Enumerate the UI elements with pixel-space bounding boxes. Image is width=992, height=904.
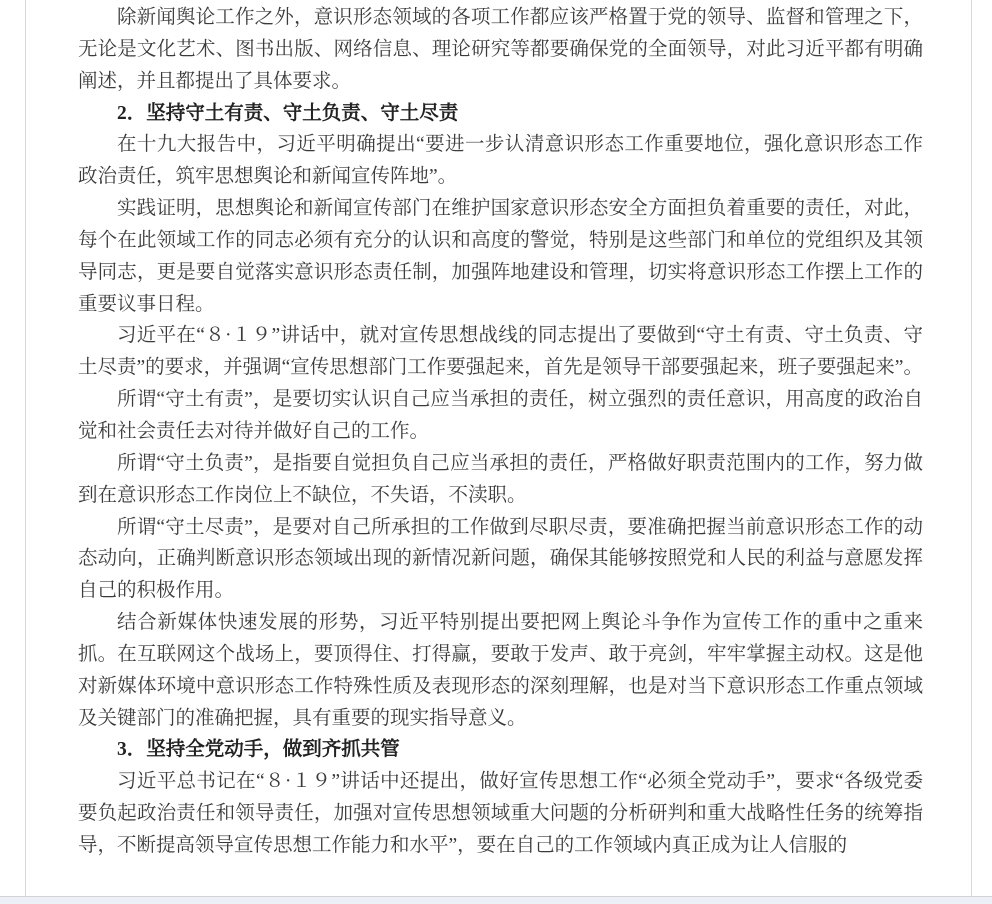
paragraph: 所谓“守土有责”，是要切实认识自己应当承担的责任，树立强烈的责任意识，用高度的政治自觉和社会责任去对待并做好自己的工作。: [78, 389, 923, 442]
page-bottom-strip: [0, 897, 992, 904]
paragraph: 除新闻舆论工作之外，意识形态领域的各项工作都应该严格置于党的领导、监督和管理之下，无论是文化艺术、图书出版、网络信息、理论研究等都要确保党的全面领导，对此习近平都有明确阐述，并且都提出了具体要求。: [78, 7, 923, 92]
section-heading-2: 2．坚持守土有责、守土负责、守土尽责: [117, 102, 459, 124]
paragraph: 习近平总书记在“８·１９”讲话中还提出，做好宣传思想工作“必须全党动手”，要求“各级党委要负起政治责任和领导责任，加强对宣传思想领域重大问题的分析研判和重大战略性任务的统筹指导，不断提高领导宣传思想工作能力和水平”，要在自己的工作领域内真正成为让人信服的: [78, 771, 923, 856]
page-left-border: [25, 0, 26, 896]
paragraph: 实践证明，思想舆论和新闻宣传部门在维护国家意识形态安全方面担负着重要的责任，对此，每个在此领域工作的同志必须有充分的认识和高度的警觉，特别是这些部门和单位的党组织及其领导同志，更是要自觉落实意识形态责任制，加强阵地建设和管理，切实将意识形态工作摆上工作的重要议事日程。: [78, 198, 923, 315]
section-heading-3: 3．坚持全党动手，做到齐抓共管: [117, 739, 400, 761]
paragraph: 所谓“守土尽责”，是要对自己所承担的工作做到尽职尽责，要准确把握当前意识形态工作的动态动向，正确判断意识形态领域出现的新情况新问题，确保其能够按照党和人民的利益与意愿发挥自己的积极作用。: [78, 516, 923, 602]
paragraph: 结合新媒体快速发展的形势，习近平特别提出要把网上舆论斗争作为宣传工作的重中之重来抓。在互联网这个战场上，要顶得住、打得赢，要敢于发声、敢于亮剑，牢牢掌握主动权。这是他对新媒体环境中意识形态工作特殊性质及表现形态的深刻理解，也是对当下意识形态工作重点领域及关键部门的准确把握，具有重要的现实指导意义。: [78, 612, 923, 729]
paragraph: 所谓“守土负责”，是指要自觉担负自己应当承担的责任，严格做好职责范围内的工作，努力做到在意识形态工作岗位上不缺位，不失语，不渎职。: [78, 452, 923, 506]
page-right-border: [971, 0, 972, 896]
document-page: [78, 2, 923, 862]
paragraph: 习近平在“８·１９”讲话中，就对宣传思想战线的同志提出了要做到“守土有责、守土负责、守土尽责”的要求，并强调“宣传思想部门工作要强起来，首先是领导干部要强起来，班子要强起来”。: [78, 325, 923, 379]
paragraph: 在十九大报告中，习近平明确提出“要进一步认清意识形态工作重要地位，强化意识形态工作政治责任，筑牢思想舆论和新闻宣传阵地”。: [78, 134, 923, 188]
